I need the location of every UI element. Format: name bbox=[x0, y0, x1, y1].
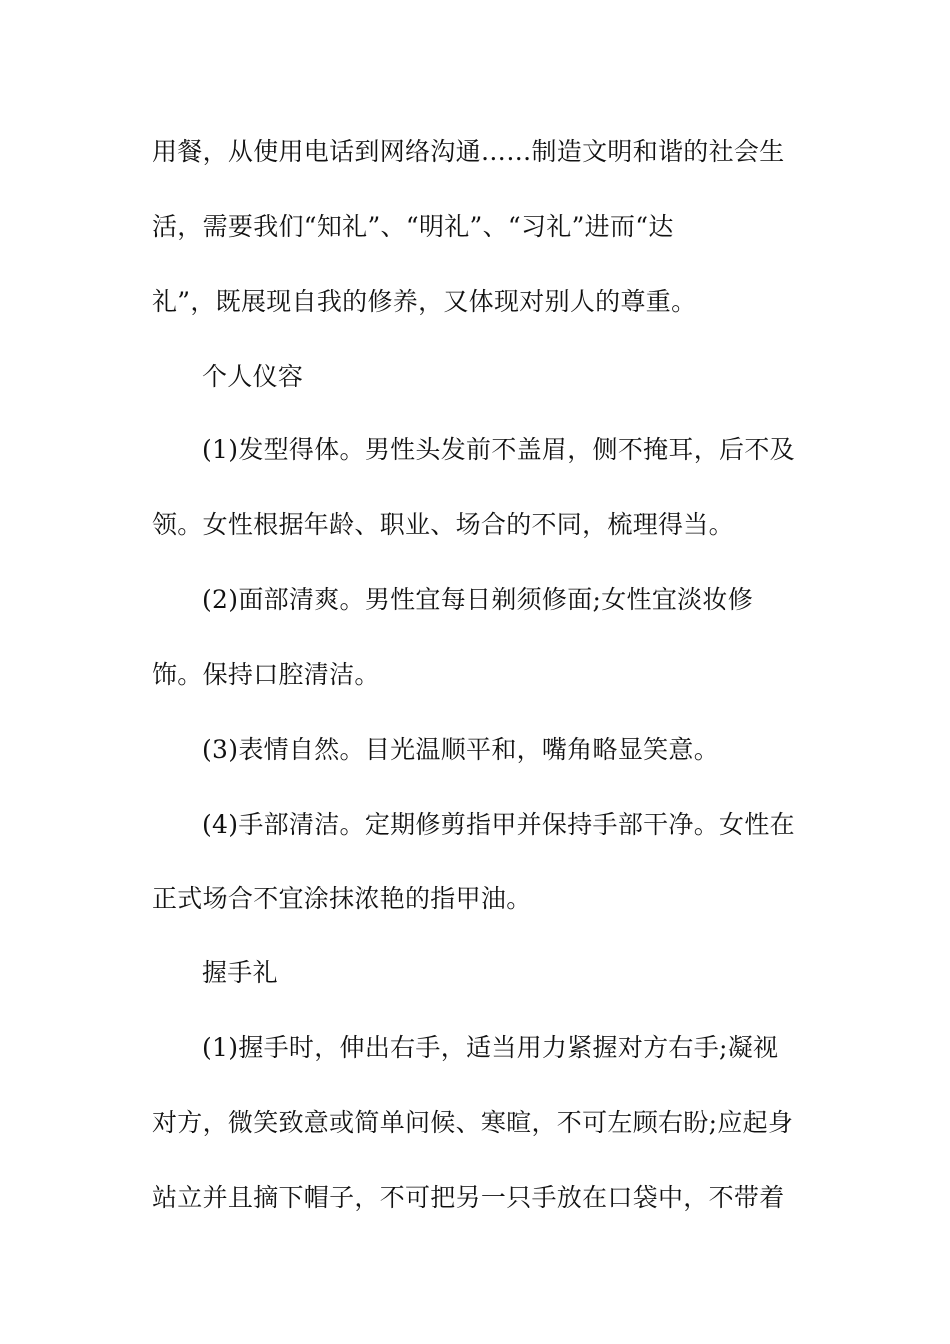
paragraph-line: (1)握手时，伸出右手，适当用力紧握对方右手;凝视 bbox=[202, 1033, 779, 1062]
section-heading-personal-appearance: 个人仪容 bbox=[202, 362, 304, 391]
paragraph-line: (4)手部清洁。定期修剪指甲并保持手部干净。女性在 bbox=[202, 810, 795, 839]
paragraph-line: 礼”，既展现自我的修养，又体现对别人的尊重。 bbox=[152, 287, 697, 316]
paragraph-line: (1)发型得体。男性头发前不盖眉，侧不掩耳，后不及 bbox=[202, 435, 795, 464]
paragraph-line: 对方，微笑致意或简单问候、寒暄，不可左顾右盼;应起身 bbox=[152, 1108, 794, 1137]
paragraph-line: 饰。保持口腔清洁。 bbox=[152, 660, 380, 689]
paragraph-line: 用餐，从使用电话到网络沟通……制造文明和谐的社会生 bbox=[152, 137, 785, 166]
paragraph-line: (2)面部清爽。男性宜每日剃须修面;女性宜淡妆修 bbox=[202, 585, 754, 614]
paragraph-line: 活，需要我们“知礼”、“明礼”、“习礼”进而“达 bbox=[152, 212, 674, 241]
paragraph-line: 正式场合不宜涂抹浓艳的指甲油。 bbox=[152, 884, 532, 913]
paragraph-line: (3)表情自然。目光温顺平和，嘴角略显笑意。 bbox=[202, 735, 720, 764]
paragraph-line: 站立并且摘下帽子，不可把另一只手放在口袋中，不带着 bbox=[152, 1183, 785, 1212]
paragraph-line: 领。女性根据年龄、职业、场合的不同，梳理得当。 bbox=[152, 510, 734, 539]
section-heading-handshake: 握手礼 bbox=[202, 958, 278, 987]
